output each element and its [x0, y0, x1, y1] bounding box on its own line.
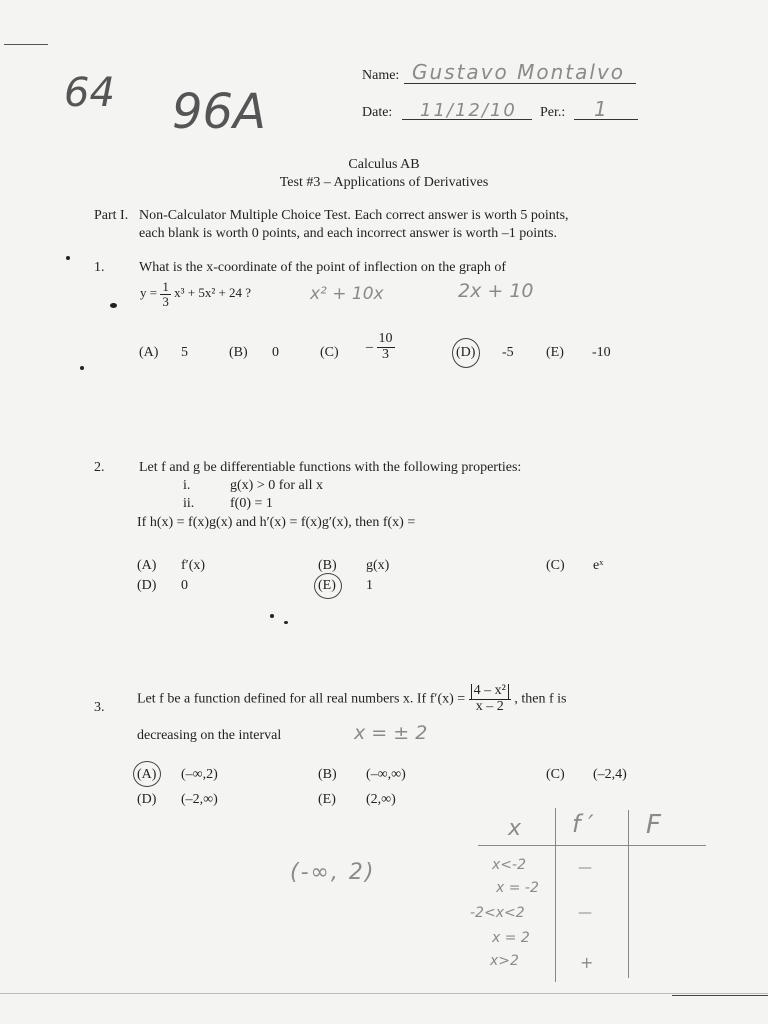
q2-choice-e-value: 1: [366, 578, 373, 593]
q3-text-start: Let f be a function defined for all real numbers x. If f′(x) =: [137, 691, 466, 707]
sign-chart-row-x: x = -2: [496, 880, 539, 896]
q2-prop1-label: i.: [183, 478, 191, 493]
q3-line2: decreasing on the interval: [137, 728, 282, 743]
sign-chart-row-f: —: [578, 905, 592, 921]
sign-chart-row-x: x = 2: [492, 930, 530, 946]
q3-choice-c-value: (–2,4): [593, 767, 627, 782]
sign-chart-header-rule: [478, 845, 706, 846]
q1-text: What is the x-coordinate of the point of inflection on the graph of: [139, 260, 507, 275]
q2-choice-c-value: eˣ: [593, 558, 604, 573]
q2-choice-e-label[interactable]: (E): [318, 578, 336, 593]
q1-choice-c-den: 3: [382, 346, 389, 362]
q3-choice-c-label[interactable]: (C): [546, 767, 565, 782]
q1-choice-b-label[interactable]: (B): [229, 345, 248, 360]
margin-dot: [66, 256, 70, 260]
q3-choice-e-label[interactable]: (E): [318, 792, 336, 807]
period-value: 1: [594, 97, 607, 121]
q1-choice-c-num: 10: [378, 331, 393, 346]
sign-chart-header-F: F: [646, 810, 661, 840]
q1-eq-fraction: [160, 280, 171, 308]
q1-choice-b-value: 0: [272, 345, 279, 360]
q1-choice-c-sign: –: [366, 339, 373, 355]
q1-eq-y: y =: [140, 285, 158, 301]
course-title: Calculus AB: [348, 157, 420, 172]
q1-eq-num: 1: [162, 279, 169, 294]
q2-prop2-label: ii.: [183, 496, 195, 511]
sign-chart-row-f: —: [578, 860, 592, 876]
q1-choice-d-label[interactable]: (D): [456, 345, 476, 360]
q1-number: 1.: [94, 260, 105, 275]
score-grade: 96A: [172, 84, 266, 140]
q2-number: 2.: [94, 460, 105, 475]
q3-text: [137, 684, 566, 714]
name-value: Gustavo Montalvo: [412, 60, 626, 84]
q3-fraction: [469, 684, 511, 714]
q1-choice-c-fraction: [377, 332, 395, 362]
q2-text: Let f and g be differentiable functions with the following properties:: [139, 460, 522, 475]
margin-dot: [284, 621, 288, 624]
page-top-mark: [4, 44, 48, 45]
q3-choice-a-label[interactable]: (A): [137, 767, 157, 782]
q3-work-roots: x = ± 2: [354, 722, 428, 744]
q3-frac-den: x – 2: [475, 698, 504, 714]
q2-choice-b-value: g(x): [366, 558, 390, 573]
q2-prop2: f(0) = 1: [230, 496, 273, 511]
margin-dot: [80, 366, 84, 370]
score-total: 64: [64, 70, 115, 116]
q3-choice-d-value: (–2,∞): [181, 792, 218, 807]
q3-frac-num: 4 – x²: [471, 684, 509, 699]
name-label: Name:: [362, 68, 400, 83]
q1-choice-e-value: -10: [592, 345, 611, 360]
date-value: 11/12/10: [420, 100, 517, 121]
part-instructions-line2: each blank is worth 0 points, and each incorrect answer is worth –1 points.: [139, 226, 557, 241]
q1-choice-a-label[interactable]: (A): [139, 345, 159, 360]
page-bottom-right-rule: [672, 995, 768, 996]
q3-text-end: , then f is: [514, 691, 567, 707]
q2-choice-b-label[interactable]: (B): [318, 558, 337, 573]
q3-work-interval: (-∞, 2): [290, 860, 376, 885]
q3-choice-b-value: (–∞,∞): [366, 767, 406, 782]
q3-number: 3.: [94, 700, 105, 715]
period-label: Per.:: [540, 105, 566, 120]
date-label: Date:: [362, 105, 393, 120]
sign-chart-divider-1: [555, 808, 556, 982]
q2-selected-circle: [314, 573, 342, 599]
q2-choice-a-label[interactable]: (A): [137, 558, 157, 573]
q1-choice-d-value: -5: [502, 345, 514, 360]
q1-eq-rest: x³ + 5x² + 24 ?: [174, 285, 252, 301]
sign-chart-row-x: x<-2: [492, 857, 526, 873]
q1-choice-c-value: [366, 332, 395, 362]
page-bottom-rule: [0, 993, 768, 994]
test-title: Test #3 – Applications of Derivatives: [279, 175, 489, 190]
q2-choice-d-value: 0: [181, 578, 188, 593]
sign-chart-header-x: x: [508, 816, 522, 841]
q3-choice-e-value: (2,∞): [366, 792, 396, 807]
q1-choice-a-value: 5: [181, 345, 188, 360]
q1-work-derivative: x² + 10x: [310, 284, 384, 304]
part-label: Part I.: [94, 208, 129, 223]
q2-prop1: g(x) > 0 for all x: [230, 478, 324, 493]
sign-chart-row-x: -2<x<2: [470, 905, 525, 921]
q2-choice-d-label[interactable]: (D): [137, 578, 157, 593]
q1-selected-circle: [452, 338, 480, 368]
q3-choice-d-label[interactable]: (D): [137, 792, 157, 807]
q3-selected-circle: [133, 761, 161, 787]
sign-chart-header-fprime: f ′: [572, 810, 594, 838]
q1-choice-e-label[interactable]: (E): [546, 345, 564, 360]
sign-chart-row-x: x>2: [490, 953, 519, 969]
q1-eq-den: 3: [162, 293, 169, 309]
sign-chart-row-f: +: [580, 953, 594, 972]
sign-chart-divider-2: [628, 810, 629, 978]
margin-dot: [270, 614, 274, 618]
q3-choice-b-label[interactable]: (B): [318, 767, 337, 782]
part-instructions-line1: Non-Calculator Multiple Choice Test. Each correct answer is worth 5 points,: [139, 208, 569, 223]
q1-equation: [140, 280, 251, 308]
q2-condition: If h(x) = f(x)g(x) and h′(x) = f(x)g′(x), then f(x) =: [137, 515, 416, 530]
q3-choice-a-value: (–∞,2): [181, 767, 218, 782]
q2-choice-c-label[interactable]: (C): [546, 558, 565, 573]
q2-choice-a-value: f′(x): [181, 558, 206, 573]
margin-dot: [110, 303, 117, 308]
q1-work-second-derivative: 2x + 10: [458, 280, 534, 302]
q1-choice-c-label[interactable]: (C): [320, 345, 339, 360]
